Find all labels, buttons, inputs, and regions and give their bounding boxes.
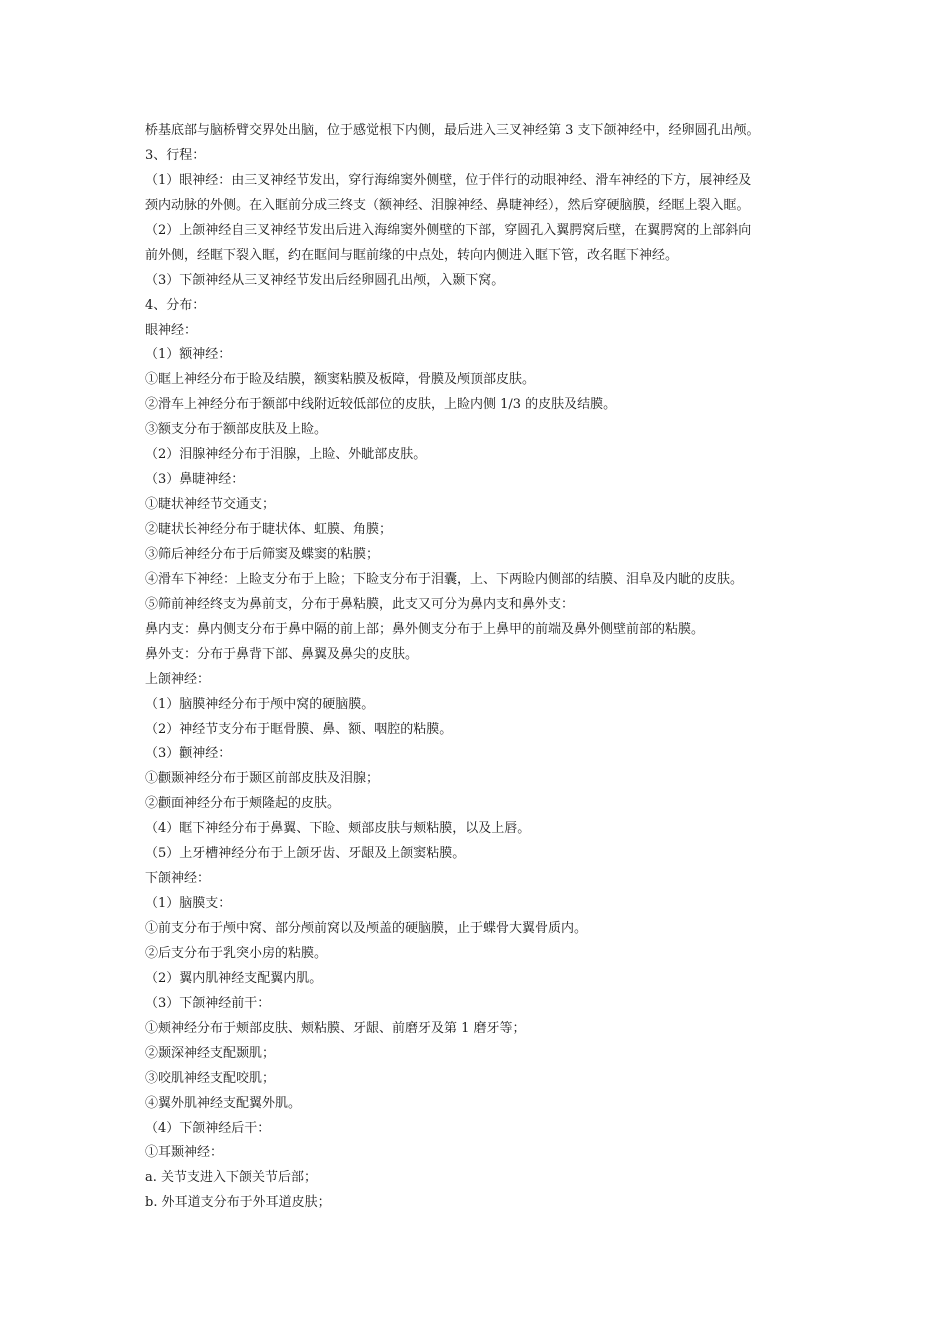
section-heading-distribution: 4、分布： [145,297,206,313]
text-line-38: ②颞深神经支配颞肌； [145,1045,276,1061]
text-line-35: （2）翼内肌神经支配翼内肌。 [145,970,323,986]
subheading-maxillary-nerve: 上颌神经： [145,671,211,687]
text-line-15: （3）鼻睫神经： [145,472,245,488]
text-line-39: ③咬肌神经支配咬肌； [145,1070,276,1086]
document-body [145,119,835,1216]
text-line-26: （3）颧神经： [145,746,232,762]
text-line-43: a. 关节支进入下颌关节后部； [145,1170,318,1186]
text-line-28: ②颧面神经分布于颊隆起的皮肤。 [145,796,341,812]
text-line-13: ③额支分布于额部皮肤及上睑。 [145,422,328,438]
text-line-37: ①颊神经分布于颊部皮肤、颊粘膜、牙龈、前磨牙及第 1 磨牙等； [145,1020,526,1036]
text-line-33: ①前支分布于颅中窝、部分颅前窝以及颅盖的硬脑膜，止于蝶骨大翼骨质内。 [145,921,588,936]
text-line-3: （1）眼神经：由三叉神经节发出，穿行海绵窦外侧壁，位于伴行的动眼神经、滑车神经的下方，展神经及 [145,172,752,188]
subheading-mandibular-nerve: 下颌神经： [145,871,211,887]
text-line-25: （2）神经节支分布于眶骨膜、鼻、额、咽腔的粘膜。 [145,721,453,737]
text-line-29: （4）眶下神经分布于鼻翼、下睑、颊部皮肤与颊粘膜，以及上唇。 [145,821,531,837]
text-line-36: （3）下颌神经前干： [145,995,271,1011]
text-line-27: ①颧颞神经分布于颞区前部皮肤及泪腺； [145,771,380,787]
text-line-21: 鼻内支：鼻内侧支分布于鼻中隔的前上部；鼻外侧支分布于上鼻甲的前端及鼻外侧壁前部的粘膜。 [145,621,705,637]
text-line-4: 颈内动脉的外侧。在入眶前分成三终支（额神经、泪腺神经、鼻睫神经），然后穿硬脑膜，经眶上裂入眶。 [145,197,750,213]
text-line-20: ⑤筛前神经终支为鼻前支，分布于鼻粘膜，此支又可分为鼻内支和鼻外支： [145,596,575,612]
text-line-10: （1）额神经： [145,347,232,363]
text-line-17: ②睫状长神经分布于睫状体、虹膜、角膜； [145,522,393,537]
section-heading-course: 3、行程： [145,147,206,163]
text-line-44: b. 外耳道支分布于外耳道皮肤； [145,1195,331,1211]
text-line-42: ①耳颞神经： [145,1145,224,1161]
text-line-14: （2）泪腺神经分布于泪腺，上睑、外眦部皮肤。 [145,447,427,463]
text-line-5: （2）上颌神经自三叉神经节发出后进入海绵窦外侧壁的下部，穿圆孔入翼腭窝后壁，在翼腭窝的上部斜向 [145,222,752,238]
text-line-40: ④翼外肌神经支配翼外肌。 [145,1095,302,1111]
subheading-ophthalmic-nerve: 眼神经： [145,322,198,338]
text-line-34: ②后支分布于乳突小房的粘膜。 [145,945,328,961]
text-line-11: ①眶上神经分布于睑及结膜，额窦粘膜及板障，骨膜及颅顶部皮肤。 [145,372,536,388]
text-line-6: 前外侧，经眶下裂入眶，约在眶间与眶前缘的中点处，转向内侧进入眶下管，改名眶下神经。 [145,247,679,263]
text-line-16: ①睫状神经节交通支； [145,497,276,513]
text-line-1: 桥基底部与脑桥臂交界处出脑，位于感觉根下内侧，最后进入三叉神经第 3 支下颌神经中，经卵圆孔出颅。 [145,123,760,138]
text-line-7: （3）下颌神经从三叉神经节发出后经卵圆孔出颅，入颞下窝。 [145,272,505,288]
text-line-24: （1）脑膜神经分布于颅中窝的硬脑膜。 [145,696,375,712]
text-line-30: （5）上牙槽神经分布于上颌牙齿、牙龈及上颌窦粘膜。 [145,846,466,862]
text-line-32: （1）脑膜支： [145,896,232,912]
text-line-41: （4）下颌神经后干： [145,1120,271,1136]
text-line-12: ②滑车上神经分布于额部中线附近较低部位的皮肤，上睑内侧 1/3 的皮肤及结膜。 [145,397,617,413]
text-line-22: 鼻外支：分布于鼻背下部、鼻翼及鼻尖的皮肤。 [145,646,419,662]
text-line-18: ③筛后神经分布于后筛窦及蝶窦的粘膜； [145,546,380,562]
text-line-19: ④滑车下神经：上睑支分布于上睑；下睑支分布于泪囊，上、下两睑内侧部的结膜、泪阜及内眦的皮肤。 [145,571,744,587]
